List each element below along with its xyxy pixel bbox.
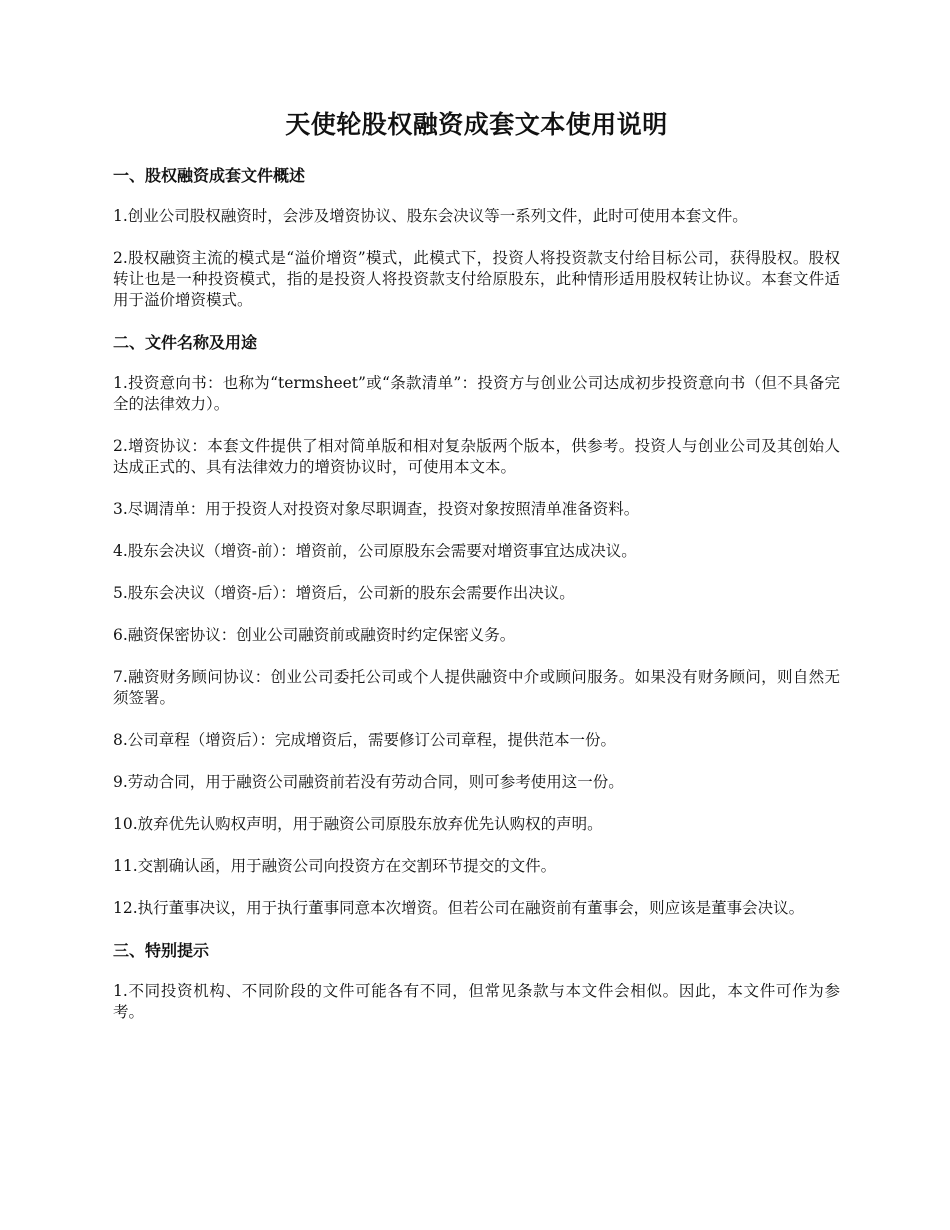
list-item: 7.融资财务顾问协议：创业公司委托公司或个人提供融资中介或顾问服务。如果没有财务顾问，则自然无须签署。 (113, 668, 840, 707)
list-item: 3.尽调清单：用于投资人对投资对象尽职调查，投资对象按照清单准备资料。 (113, 500, 640, 518)
paragraph: 2.股权融资主流的模式是“溢价增资”模式，此模式下，投资人将投资款支付给目标公司，获得股权。股权转让也是一种投资模式，指的是投资人将投资款支付给原股东，此种情形适用股权转让协议。本套文件适用于溢价增资模式。 (113, 249, 840, 309)
list-item: 6.融资保密协议：创业公司融资前或融资时约定保密义务。 (113, 626, 516, 644)
paragraph: 1.不同投资机构、不同阶段的文件可能各有不同，但常见条款与本文件会相似。因此，本文件可作为参考。 (113, 982, 840, 1021)
section-heading: 三、特别提示 (113, 941, 210, 960)
document-title: 天使轮股权融资成套文本使用说明 (285, 110, 668, 139)
section-heading: 二、文件名称及用途 (113, 333, 258, 352)
list-item: 4.股东会决议（增资-前）：增资前，公司原股东会需要对增资事宜达成决议。 (113, 542, 637, 560)
list-item: 10.放弃优先认购权声明，用于融资公司原股东放弃优先认购权的声明。 (113, 815, 603, 833)
paragraph: 1.创业公司股权融资时，会涉及增资协议、股东会决议等一系列文件，此时可使用本套文件。 (113, 207, 748, 225)
section-special-notes (113, 940, 840, 1023)
list-item: 12.执行董事决议，用于执行董事同意本次增资。但若公司在融资前有董事会，则应该是董事会决议。 (113, 899, 805, 917)
section-heading: 一、股权融资成套文件概述 (113, 166, 306, 185)
list-item: 1.投资意向书：也称为“termsheet”或“条款清单”：投资方与创业公司达成初步投资意向书（但不具备完全的法律效力）。 (113, 374, 840, 413)
list-item: 8.公司章程（增资后）：完成增资后，需要修订公司章程，提供范本一份。 (113, 731, 617, 749)
list-item: 2.增资协议：本套文件提供了相对简单版和相对复杂版两个版本，供参考。投资人与创业公司及其创始人达成正式的、具有法律效力的增资协议时，可使用本文本。 (113, 437, 840, 476)
document-body (113, 108, 840, 1044)
section-file-list (113, 332, 840, 919)
section-overview (113, 165, 840, 311)
list-item: 11.交割确认函，用于融资公司向投资方在交割环节提交的文件。 (113, 857, 557, 875)
list-item: 5.股东会决议（增资-后）：增资后，公司新的股东会需要作出决议。 (113, 584, 575, 602)
list-item: 9.劳动合同，用于融资公司融资前若没有劳动合同，则可参考使用这一份。 (113, 773, 624, 791)
